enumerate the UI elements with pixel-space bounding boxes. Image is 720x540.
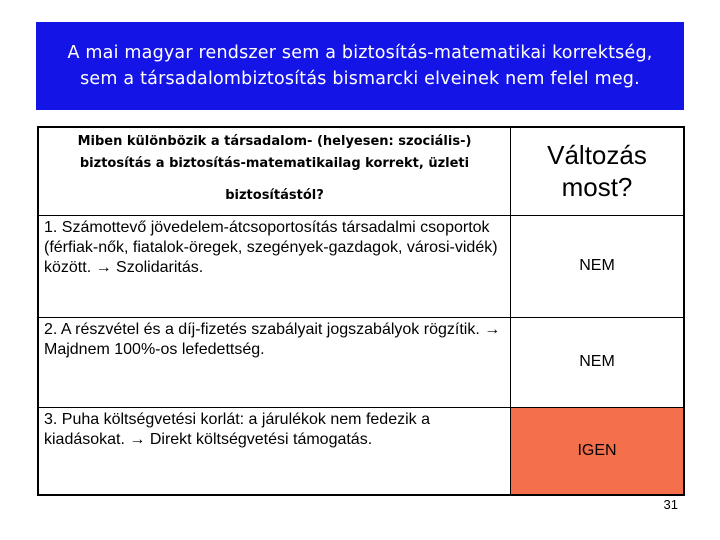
table-header-row	[38, 127, 684, 215]
row-text: 3. Puha költségvetési korlát: a járulékok nem fedezik a kiadásokat. → Direkt költségvetési támogatás.	[38, 407, 511, 495]
page-number: 31	[663, 497, 678, 512]
row-text: 2. A részvétel és a díj-fizetés szabályait jogszabályok rögzítik. → Majdnem 100%-os lefedettség.	[38, 317, 511, 407]
question-header	[38, 127, 511, 215]
table-row	[38, 407, 684, 495]
question-line: biztosítás a biztosítás-matematikailag korrekt, üzleti	[79, 156, 470, 171]
comparison-table	[37, 126, 685, 496]
row-answer-highlighted: IGEN	[511, 407, 685, 495]
title-line-2: sem a társadalombiztosítás bismarcki elveinek nem felel meg.	[80, 69, 640, 89]
row-answer: NEM	[511, 317, 685, 407]
slide-title	[36, 22, 684, 110]
change-header: Változás most?	[511, 127, 685, 215]
row-text: 1. Számottevő jövedelem-átcsoportosítás társadalmi csoportok (férfiak-nők, fiatalok-öregek, szegények-gazdagok, városi-vidék) között. → Szolidaritás.	[38, 215, 511, 317]
table-row	[38, 317, 684, 407]
question-line: Miben különbözik a társadalom- (helyesen: szociális-)	[77, 134, 472, 149]
table-row	[38, 215, 684, 317]
question-line: biztosítástól?	[225, 188, 324, 203]
row-answer: NEM	[511, 215, 685, 317]
title-line-1: A mai magyar rendszer sem a biztosítás-matematikai korrektség,	[67, 43, 653, 63]
